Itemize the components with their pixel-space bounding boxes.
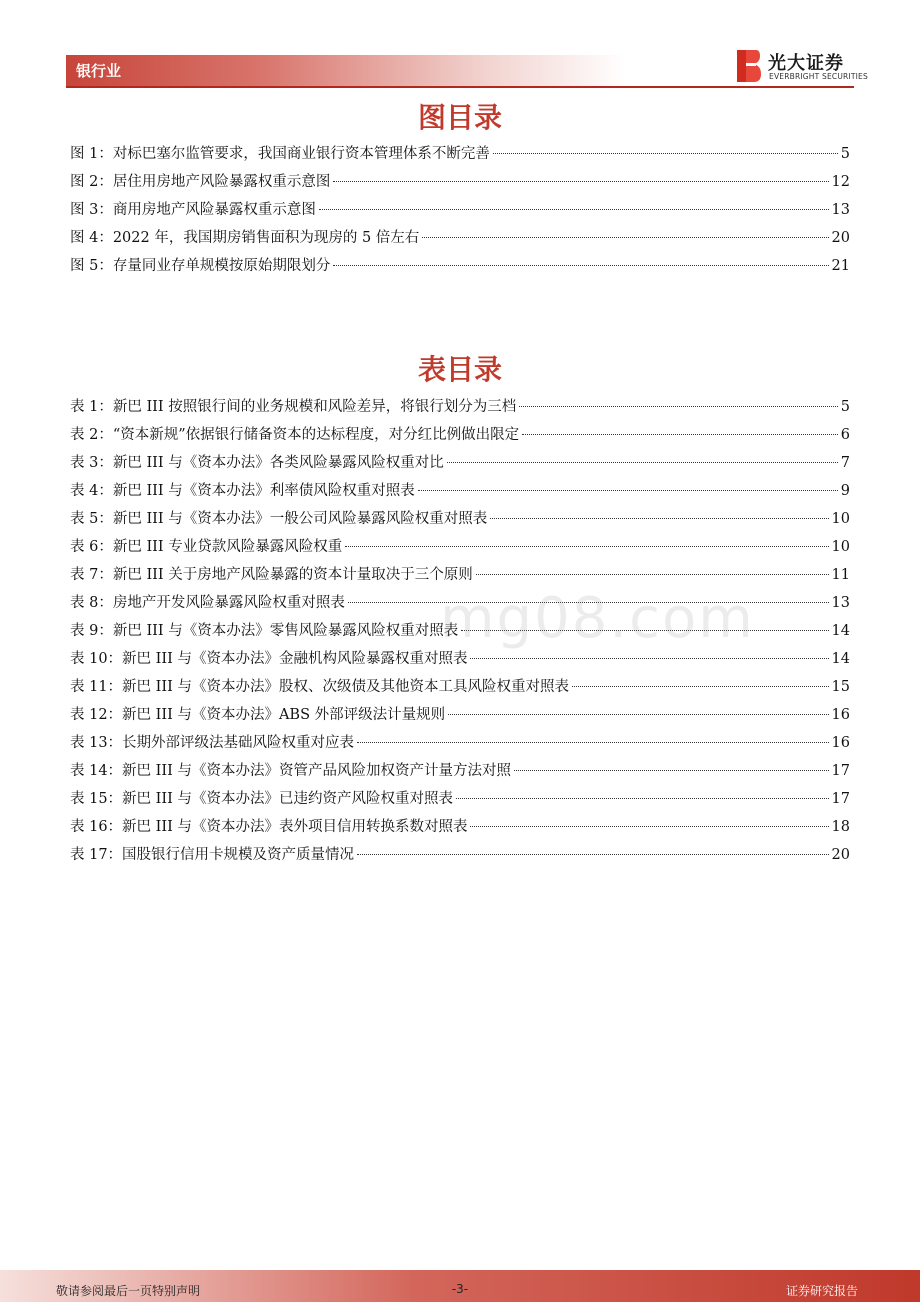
dot-leader: [456, 798, 829, 799]
figure-entry-label: 图 5：存量同业存单规模按原始期限划分: [70, 258, 331, 274]
footer-disclaimer: 敬请参阅最后一页特别声明: [56, 1284, 201, 1298]
figure-entry[interactable]: [70, 252, 850, 280]
industry-label: 银行业: [76, 62, 122, 80]
table-entry-page: 9: [840, 483, 850, 499]
footer-report-type: 证券研究报告: [785, 1284, 858, 1298]
table-list: [70, 393, 850, 869]
dot-leader: [476, 574, 829, 575]
table-entry-page: 17: [831, 763, 850, 779]
table-entry[interactable]: [70, 841, 850, 869]
figure-entry-page: 21: [831, 258, 850, 274]
table-entry[interactable]: [70, 505, 850, 533]
table-entry-page: 15: [831, 679, 850, 695]
dot-leader: [357, 854, 828, 855]
table-entry[interactable]: [70, 477, 850, 505]
table-entry-page: 7: [840, 455, 850, 471]
table-entry[interactable]: [70, 757, 850, 785]
dot-leader: [357, 742, 828, 743]
table-entry-label: 表 12：新巴 III 与《资本办法》ABS 外部评级法计量规则: [70, 707, 446, 723]
figure-entry-page: 12: [831, 174, 850, 190]
dot-leader: [418, 490, 838, 491]
page-number: -3-: [451, 1282, 469, 1296]
table-entry[interactable]: [70, 729, 850, 757]
figures-title: 图目录: [417, 101, 502, 134]
figure-entry[interactable]: [70, 168, 850, 196]
table-entry-label: 表 4：新巴 III 与《资本办法》利率债风险权重对照表: [70, 483, 415, 499]
everbright-logo-icon: [736, 48, 762, 84]
dot-leader: [493, 153, 838, 154]
table-entry[interactable]: [70, 449, 850, 477]
table-entry[interactable]: [70, 533, 850, 561]
figure-entry[interactable]: [70, 140, 850, 168]
table-entry-page: 16: [831, 735, 850, 751]
table-entry-page: 10: [831, 539, 850, 555]
dot-leader: [470, 826, 828, 827]
figure-entry-label: 图 3：商用房地产风险暴露权重示意图: [70, 202, 316, 218]
table-entry-page: 18: [831, 819, 850, 835]
dot-leader: [522, 434, 838, 435]
dot-leader: [348, 602, 829, 603]
table-entry-page: 17: [831, 791, 850, 807]
table-entry-page: 6: [840, 427, 850, 443]
dot-leader: [333, 265, 828, 266]
table-entry-label: 表 10：新巴 III 与《资本办法》金融机构风险暴露权重对照表: [70, 651, 468, 667]
figure-entry-label: 图 1：对标巴塞尔监管要求，我国商业银行资本管理体系不断完善: [70, 146, 490, 162]
table-entry-page: 14: [831, 651, 850, 667]
table-entry-label: 表 3：新巴 III 与《资本办法》各类风险暴露风险权重对比: [70, 455, 444, 471]
watermark: mg08.com: [440, 586, 755, 651]
table-entry-label: 表 17：国股银行信用卡规模及资产质量情况: [70, 847, 355, 863]
company-logo: [736, 48, 868, 84]
table-entry-label: 表 6：新巴 III 专业贷款风险暴露风险权重: [70, 539, 343, 555]
table-entry-label: 表 9：新巴 III 与《资本办法》零售风险暴露风险权重对照表: [70, 623, 459, 639]
dot-leader: [461, 630, 828, 631]
table-entry[interactable]: [70, 813, 850, 841]
table-entry-label: 表 16：新巴 III 与《资本办法》表外项目信用转换系数对照表: [70, 819, 468, 835]
table-entry-page: 20: [831, 847, 850, 863]
table-entry[interactable]: [70, 785, 850, 813]
dot-leader: [572, 686, 829, 687]
dot-leader: [422, 237, 828, 238]
table-entry-page: 13: [831, 595, 850, 611]
dot-leader: [490, 518, 828, 519]
figure-entry-page: 20: [831, 230, 850, 246]
table-entry[interactable]: [70, 589, 850, 617]
header-divider: [66, 86, 854, 88]
table-entry-label: 表 5：新巴 III 与《资本办法》一般公司风险暴露风险权重对照表: [70, 511, 488, 527]
table-entry[interactable]: [70, 617, 850, 645]
table-entry-label: 表 1：新巴 III 按照银行间的业务规模和风险差异，将银行划分为三档: [70, 399, 517, 415]
figure-entry-label: 图 2：居住用房地产风险暴露权重示意图: [70, 174, 331, 190]
dot-leader: [514, 770, 829, 771]
table-entry-label: 表 13：长期外部评级法基础风险权重对应表: [70, 735, 355, 751]
logo-name-cn: 光大证券: [768, 53, 844, 74]
table-entry-page: 10: [831, 511, 850, 527]
logo-name-en: EVERBRIGHT SECURITIES: [769, 72, 868, 81]
figure-entry-label: 图 4：2022 年，我国期房销售面积为现房的 5 倍左右: [70, 230, 420, 246]
tables-title: 表目录: [417, 353, 502, 386]
table-entry-page: 5: [840, 399, 850, 415]
table-entry-page: 16: [831, 707, 850, 723]
header-band: [66, 55, 626, 87]
table-entry[interactable]: [70, 561, 850, 589]
table-entry-label: 表 14：新巴 III 与《资本办法》资管产品风险加权资产计量方法对照: [70, 763, 511, 779]
dot-leader: [447, 462, 838, 463]
table-entry[interactable]: [70, 421, 850, 449]
table-entry-label: 表 11：新巴 III 与《资本办法》股权、次级债及其他资本工具风险权重对照表: [70, 679, 569, 695]
figure-entry[interactable]: [70, 224, 850, 252]
table-entry-label: 表 8：房地产开发风险暴露风险权重对照表: [70, 595, 345, 611]
table-entry[interactable]: [70, 701, 850, 729]
dot-leader: [333, 181, 828, 182]
table-entry-label: 表 2：“资本新规”依据银行储备资本的达标程度，对分红比例做出限定: [70, 427, 520, 443]
figure-list: [70, 140, 850, 280]
dot-leader: [319, 209, 829, 210]
figure-entry[interactable]: [70, 196, 850, 224]
table-entry-page: 14: [831, 623, 850, 639]
dot-leader: [470, 658, 828, 659]
table-entry[interactable]: [70, 393, 850, 421]
dot-leader: [448, 714, 828, 715]
table-entry[interactable]: [70, 645, 850, 673]
table-entry[interactable]: [70, 673, 850, 701]
table-entry-label: 表 7：新巴 III 关于房地产风险暴露的资本计量取决于三个原则: [70, 567, 473, 583]
dot-leader: [345, 546, 828, 547]
table-entry-page: 11: [831, 567, 850, 583]
table-entry-label: 表 15：新巴 III 与《资本办法》已违约资产风险权重对照表: [70, 791, 453, 807]
figure-entry-page: 13: [831, 202, 850, 218]
figure-entry-page: 5: [840, 146, 850, 162]
dot-leader: [519, 406, 838, 407]
